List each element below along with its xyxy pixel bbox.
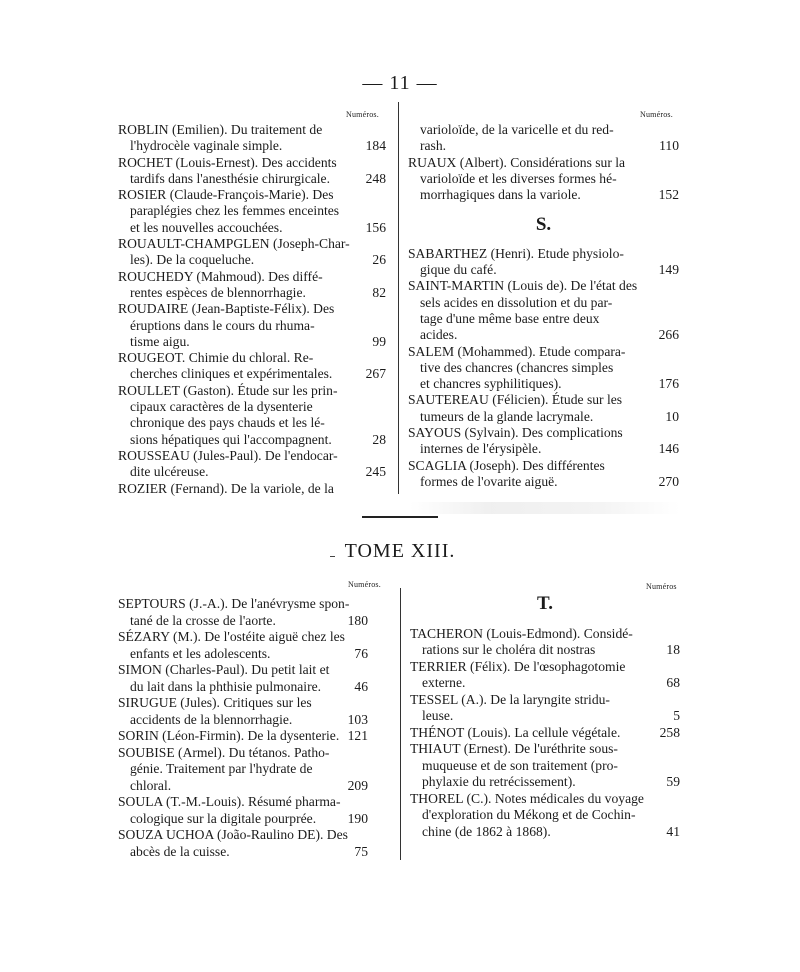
- entry-number: 46: [354, 678, 368, 694]
- entry-line: abcès de la cuisse.: [130, 843, 230, 859]
- index-entry: [408, 392, 679, 425]
- entry-line: varioloïde, de la varicelle et du red-: [420, 122, 614, 137]
- column-divider-upper: [398, 102, 399, 494]
- entry-number: 99: [372, 333, 386, 349]
- entry-line: muqueuse et de son traitement (pro-: [422, 757, 618, 773]
- index-entry: [118, 122, 386, 155]
- entry-line: ROUGEOT. Chimie du chloral. Re-: [118, 350, 314, 366]
- entry-number: 76: [354, 645, 368, 661]
- entry-line: gique du café.: [420, 262, 497, 278]
- entry-line: tive des chancres (chancres simples: [420, 359, 614, 375]
- entry-line: tumeurs de la glande lacrymale.: [420, 408, 594, 424]
- numeros-label-right: Numéros.: [640, 110, 673, 119]
- entry-line: externe.: [422, 675, 466, 690]
- entry-line: RUAUX (Albert). Considérations sur la: [408, 154, 626, 170]
- index-entry: [408, 458, 679, 491]
- entry-line: ROUSSEAU (Jules-Paul). De l'endocar-: [118, 447, 338, 463]
- entry-number: 18: [666, 642, 680, 657]
- entry-number: 156: [365, 219, 386, 235]
- index-entry: [118, 596, 368, 629]
- index-entry: [118, 187, 386, 236]
- entry-line: leuse.: [422, 708, 454, 723]
- entry-line: rentes espèces de blennorrhagie.: [130, 284, 306, 300]
- entry-number: 75: [354, 843, 368, 859]
- entry-number: 209: [347, 777, 368, 793]
- entry-line: ROBLIN (Emilien). Du traitement de: [118, 122, 323, 137]
- index-entry: [408, 278, 679, 343]
- entry-line: ROCHET (Louis-Ernest). Des accidents: [118, 154, 337, 170]
- entry-line: SORIN (Léon-Firmin). De la dysenterie.: [118, 728, 340, 743]
- numeros-label-right-2: Numéros: [646, 582, 677, 591]
- entry-line: acides.: [420, 327, 458, 343]
- entry-line: ROZIER (Fernand). De la variole, de la: [118, 480, 334, 496]
- entry-number: 5: [673, 708, 680, 723]
- entry-line: SOUBISE (Armel). Du tétanos. Patho-: [118, 744, 330, 760]
- entry-line: dite ulcéreuse.: [130, 464, 209, 480]
- entry-number: 184: [365, 138, 386, 154]
- index-entry: [118, 383, 386, 448]
- upper-right-column: [408, 122, 679, 490]
- index-entry: [410, 741, 680, 791]
- entry-number: 149: [658, 262, 679, 278]
- index-entry: [118, 155, 386, 188]
- entry-line: SIRUGUE (Jules). Critiques sur les: [118, 695, 312, 710]
- index-entry: [410, 626, 680, 659]
- entry-line: SÉZARY (M.). De l'ostéite aiguë chez les: [118, 629, 345, 644]
- bleed-through-mark: [410, 502, 680, 514]
- entry-line: tardifs dans l'anesthésie chirurgicale.: [130, 170, 330, 186]
- entry-line: et les nouvelles accouchées.: [130, 219, 283, 235]
- index-entry: [118, 629, 368, 662]
- entry-number: 267: [365, 366, 386, 382]
- upper-right-r-entries: [408, 122, 679, 203]
- index-entry: [410, 659, 680, 692]
- entry-line: SAINT-MARTIN (Louis de). De l'état des: [408, 278, 638, 294]
- entry-number: 176: [658, 376, 679, 392]
- entry-number: 146: [658, 441, 679, 457]
- index-entry: [408, 155, 679, 204]
- entry-line: ROUAULT-CHAMPGLEN (Joseph-Char-: [118, 236, 350, 252]
- index-entry: [118, 695, 368, 728]
- entry-number: 10: [665, 408, 679, 424]
- entry-line: tisme aigu.: [130, 333, 190, 349]
- entry-line: rash.: [420, 138, 447, 154]
- index-entry: [408, 122, 679, 155]
- index-entry: [118, 481, 386, 497]
- entry-line: varioloïde et les diverses formes hé-: [420, 170, 617, 186]
- index-entry: [408, 344, 679, 393]
- index-entry: [408, 425, 679, 458]
- index-entry: [118, 269, 386, 302]
- index-entry: [118, 745, 368, 795]
- entry-number: 245: [365, 464, 386, 480]
- entry-line: génie. Traitement par l'hydrate de: [130, 761, 313, 776]
- entry-line: THOREL (C.). Notes médicales du voyage: [410, 790, 644, 806]
- entry-line: chronique des pays chauds et les lé-: [130, 415, 325, 431]
- entry-number: 258: [659, 724, 680, 740]
- entry-line: SCAGLIA (Joseph). Des différentes: [408, 457, 605, 473]
- entry-line: cipaux caractères de la dysenterie: [130, 399, 313, 415]
- numeros-label-left-2: Numéros.: [348, 580, 381, 589]
- entry-line: THÉNOT (Louis). La cellule végétale.: [410, 724, 621, 740]
- numeros-label-left: Numéros.: [346, 110, 379, 119]
- entry-line: tané de la crosse de l'aorte.: [130, 612, 276, 628]
- entry-line: TESSEL (A.). De la laryngite stridu-: [410, 691, 610, 707]
- index-entry: [118, 728, 368, 745]
- index-entry: [118, 827, 368, 860]
- entry-line: les). De la coqueluche.: [130, 252, 255, 268]
- entry-number: 82: [372, 284, 386, 300]
- upper-left-column: [118, 122, 386, 497]
- section-title: TOME XIII.: [344, 540, 456, 562]
- entry-line: ROUDAIRE (Jean-Baptiste-Félix). Des: [118, 301, 335, 317]
- entry-number: 266: [658, 327, 679, 343]
- entry-number: 26: [372, 252, 386, 268]
- entry-number: 41: [666, 823, 680, 839]
- entry-line: et chancres syphilitiques).: [420, 376, 562, 392]
- index-entry: [118, 448, 386, 481]
- entry-line: éruptions dans le cours du rhuma-: [130, 317, 315, 333]
- entry-number: 68: [666, 675, 680, 690]
- entry-number: 180: [347, 612, 368, 628]
- index-entry: [408, 246, 679, 279]
- entry-line: enfants et les adolescents.: [130, 645, 271, 661]
- entry-line: sions hépatiques qui l'accompagnent.: [130, 431, 332, 447]
- entry-number: 28: [372, 431, 386, 447]
- entry-line: rations sur le choléra dit nostras: [422, 642, 596, 657]
- entry-line: tage d'une même base entre deux: [420, 310, 600, 326]
- index-entry: [118, 301, 386, 350]
- entry-number: 152: [658, 187, 679, 203]
- lower-right-t-entries: [410, 626, 680, 841]
- entry-line: SALEM (Mohammed). Etude compara-: [408, 343, 626, 359]
- entry-number: 270: [658, 473, 679, 489]
- entry-line: cologique sur la digitale pourprée.: [130, 810, 317, 826]
- index-entry: [410, 791, 680, 841]
- entry-line: l'hydrocèle vaginale simple.: [130, 138, 283, 154]
- entry-line: d'exploration du Mékong et de Cochin-: [422, 807, 636, 822]
- letter-heading-t: T.: [536, 593, 553, 614]
- entry-line: TACHERON (Louis-Edmond). Considé-: [410, 625, 633, 641]
- lower-right-column: [410, 593, 680, 840]
- entry-line: SIMON (Charles-Paul). Du petit lait et: [118, 662, 330, 677]
- entry-line: ROUCHEDY (Mahmoud). Des diffé-: [118, 268, 323, 284]
- index-entry: [118, 794, 368, 827]
- entry-line: SABARTHEZ (Henri). Etude physiolo-: [408, 245, 624, 261]
- section-rule: [362, 516, 438, 518]
- entry-line: cherches cliniques et expérimentales.: [130, 366, 333, 382]
- entry-line: sels acides en dissolution et du par-: [420, 294, 613, 310]
- entry-line: TERRIER (Félix). De l'œsophagotomie: [410, 658, 626, 674]
- index-entry: [410, 725, 680, 742]
- index-entry: [118, 236, 386, 269]
- entry-line: morrhagiques dans la variole.: [420, 187, 581, 203]
- entry-number: 190: [347, 810, 368, 826]
- letter-heading-s: S.: [535, 214, 552, 236]
- entry-number: 59: [666, 774, 680, 789]
- entry-line: SOUZA UCHOA (João-Raulino DE). Des: [118, 827, 348, 842]
- entry-line: ROULLET (Gaston). Étude sur les prin-: [118, 382, 338, 398]
- entry-line: SOULA (T.-M.-Louis). Résumé pharma-: [118, 794, 341, 809]
- index-entry: [410, 692, 680, 725]
- entry-number: 121: [347, 728, 368, 743]
- page-number: — 11 —: [362, 72, 438, 94]
- entry-line: SEPTOURS (J.-A.). De l'anévrysme spon-: [118, 596, 350, 611]
- index-entry: [118, 662, 368, 695]
- entry-line: paraplégies chez les femmes enceintes: [130, 203, 340, 219]
- entry-line: ROSIER (Claude-François-Marie). Des: [118, 187, 334, 203]
- entry-line: phylaxie du retrécissement).: [422, 774, 576, 789]
- entry-line: internes de l'érysipèle.: [420, 441, 542, 457]
- entry-line: THIAUT (Ernest). De l'uréthrite sous-: [410, 741, 618, 756]
- index-entry: [118, 350, 386, 383]
- entry-line: accidents de la blennorrhagie.: [130, 711, 293, 727]
- entry-line: du lait dans la phthisie pulmonaire.: [130, 678, 322, 694]
- entry-line: SAUTEREAU (Félicien). Étude sur les: [408, 392, 623, 408]
- upper-right-s-entries: [408, 246, 679, 490]
- entry-line: SAYOUS (Sylvain). Des complications: [408, 425, 623, 441]
- entry-line: formes de l'ovarite aiguë.: [420, 473, 558, 489]
- lower-left-column: [118, 596, 368, 860]
- entry-number: 103: [347, 711, 368, 727]
- entry-line: chine (de 1862 à 1868).: [422, 823, 551, 839]
- column-divider-lower: [400, 588, 401, 860]
- entry-number: 248: [365, 170, 386, 186]
- entry-number: 110: [659, 138, 679, 154]
- entry-line: chloral.: [130, 777, 172, 793]
